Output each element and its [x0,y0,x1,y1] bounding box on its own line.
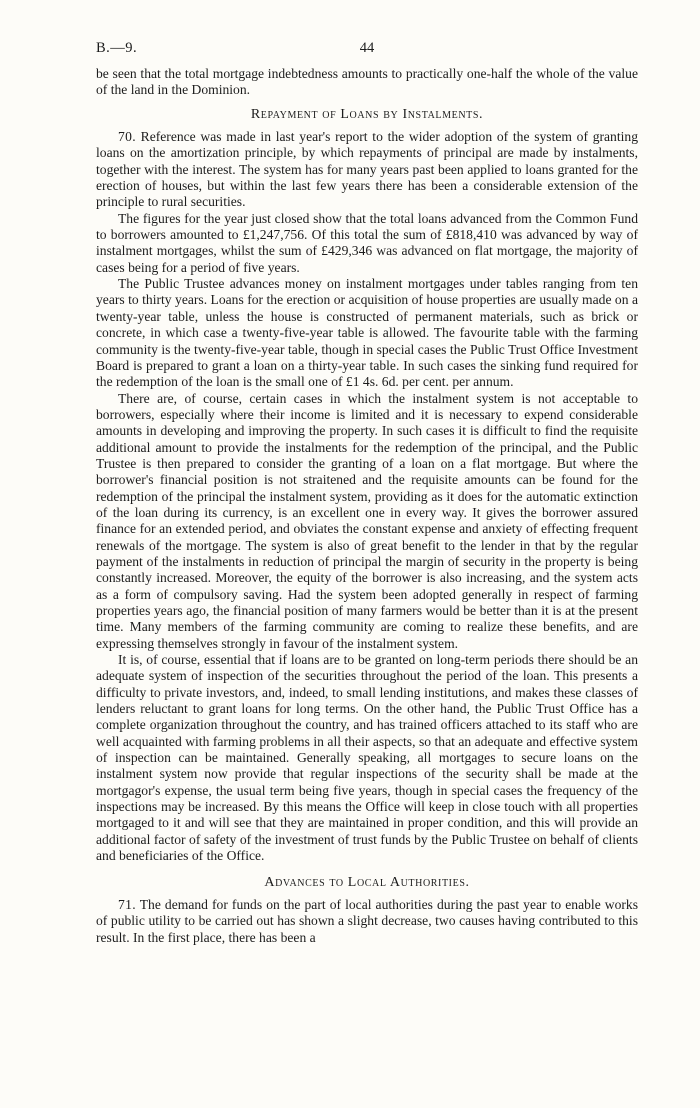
paragraph-71 [96,897,638,946]
paragraph: It is, of course, essential that if loans are to be granted on long-term periods there should be an adequate system of inspection of the securities throughout the period of the loan. This presents a difficulty to private investors, and, indeed, to small lending institutions, and makes these classes of lenders reluctant to grant loans for long terms. On the other hand, the Public Trust Office has a complete organization throughout the country, and has trained officers attached to its staff who are well acquainted with farming problems in all their aspects, so that an adequate and effective system of inspection can be maintained. Generally speaking, all mortgages to secure loans on the instalment system now provide that regular inspections of the security shall be made at the mortgagor's expense, the usual term being five years, though in special cases the frequency of the inspections may be increased. By this means the Office will keep in close touch with all properties mortgaged to it and will see that they are maintained in proper condition, and this will provide an additional factor of safety of the investment of trust funds by the Public Trustee on behalf of clients and beneficiaries of the Office. [96,652,638,864]
paragraph-number: 71. [118,896,136,912]
paragraph-number: 70. [118,129,136,145]
paragraph: The figures for the year just closed show that the total loans advanced from the Common Fund to borrowers amounted to £1,247,756. Of this total the sum of £818,410 was advanced by way of instalment mortgages, whilst the sum of £429,346 was advanced on flat mortgage, the majority of cases being for a period of five years. [96,210,638,275]
intro-paragraph: be seen that the total mortgage indebtedness amounts to practically one-half the whole of the value of the land in the Dominion. [96,66,638,98]
page-number: 44 [359,40,375,56]
paragraph-text: Reference was made in last year's report to the wider adoption of the system of granting loans on the amortization principle, by which repayments of principal are made by instalments, together with the interest. The system has for many years past been applied to loans granted for the erection of houses, but within the last few years there has been a considerable extension of the principle to rural securities. [96,129,638,210]
body-text [96,66,638,946]
paragraph: There are, of course, certain cases in which the instalment system is not acceptable to borrowers, especially where their income is limited and it is necessary to expend considerable amounts in developing and improving the property. In such cases it is difficult to find the requisite additional amount to provide the instalments for the redemption of the principal, and the Public Trustee is then prepared to consider the granting of a loan on a flat mortgage. But where the borrower's financial position is not straitened and the requisite amounts can be found for the redemption of the principal the instalment system, providing as it does for the automatic extinction of the loan during its currency, is an excellent one in every way. It gives the borrower assured finance for an extended period, and obviates the constant expense and anxiety of effecting frequent renewals of the mortgage. The system is also of great benefit to the lender in that by the regular payment of the instalments in reduction of principal the margin of security in the property is being constantly increased. Moreover, the equity of the borrower is also increasing, and the system acts as a form of compulsory saving. Had the system been adopted generally in respect of farming properties years ago, the financial position of many farmers would be better than it is at the present time. Many members of the farming community are coming to realize these benefits, and are expressing themselves strongly in favour of the instalment system. [96,390,638,651]
paragraph-70 [96,129,638,211]
page-header [96,40,638,66]
paragraph-text: The demand for funds on the part of local authorities during the past year to enable works of public utility to be carried out has shown a slight decrease, two causes having contributed to this result. In the first place, there has been a [96,896,639,945]
paragraph: The Public Trustee advances money on instalment mortgages under tables ranging from ten years to thirty years. Loans for the erection or acquisition of house properties are usually made on a twenty-year table, unless the house is constructed of permanent materials, such as brick or concrete, in which case a twenty-five-year table is allowed. The favourite table with the farming community is the twenty-five-year table, though in special cases the Public Trust Office Investment Board is prepared to grant a loan on a thirty-year table. In such cases the sinking fund required for the redemption of the loan is the small one of £1 4s. 6d. per cent. per annum. [96,276,638,390]
document-reference: B.—9. [96,40,138,56]
section-heading-repayment: Repayment of Loans by Instalments. [250,106,484,122]
section-heading-local-authorities: Advances to Local Authorities. [264,874,470,890]
